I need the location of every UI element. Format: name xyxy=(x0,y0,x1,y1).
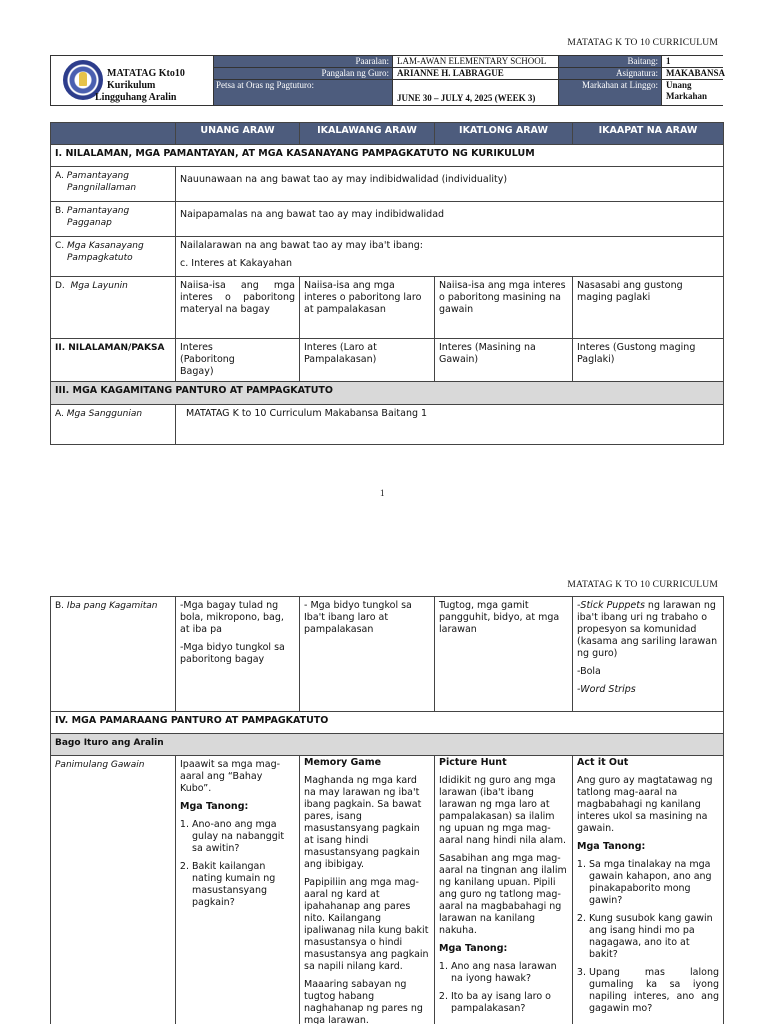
paksa-day2: Interes (Laro at Pampalakasan) xyxy=(300,339,435,382)
kagamitan-day4-item1: ng larawan ng iba't ibang uri ng trabaho o propesyon sa komunidad (kasama ang sariling larawan ng guro) xyxy=(577,600,718,659)
blank-header-cell xyxy=(51,123,176,145)
label-line1: Mga Sanggunian xyxy=(66,409,143,419)
panimula-day1-questions xyxy=(180,819,295,909)
logo-text xyxy=(95,68,185,104)
label-line2: Pagganap xyxy=(67,218,112,228)
asignatura-label: Asignatura: xyxy=(559,68,662,80)
logo-line1: MATATAG Kto10 xyxy=(107,68,185,79)
layunin-day3: Naiisa-isa ang mga interes o paboritong masining na gawain xyxy=(435,277,573,339)
day2-header: IKALAWANG ARAW xyxy=(300,123,435,145)
paksa-day4: Interes (Gustong maging Paglaki) xyxy=(573,339,724,382)
panimula-day4 xyxy=(573,756,724,1024)
label-line1: Mga Kasanayang xyxy=(67,241,144,251)
kagamitan-day1-item1: -Mga bagay tulad ng bola, mikropono, bag, at iba pa xyxy=(180,600,284,635)
day4-header: IKAAPAT NA ARAW xyxy=(573,123,724,145)
paaralan-value: LAM-AWAN ELEMENTARY SCHOOL xyxy=(393,56,559,68)
panimula-day3-questions xyxy=(439,961,568,1015)
list-item: 2. Kung susubok kang gawin ang isang hindi mo pa nagagawa, ano ito at bakit? xyxy=(589,913,719,961)
markahan-value: Unang Markahan xyxy=(662,80,723,105)
baitang-label: Baitang: xyxy=(559,56,662,68)
label-num: A. xyxy=(55,409,64,419)
stick-puppets-text: -Stick Puppets xyxy=(577,600,645,611)
curriculum-header-page2: MATATAG K TO 10 CURRICULUM xyxy=(567,580,718,590)
section-3-heading: III. MGA KAGAMITANG PANTURO AT PAMPAGKATUTO xyxy=(51,382,724,405)
list-item: 2. Ito ba ay isang laro o pampalakasan? xyxy=(451,991,568,1015)
label-line1: Mga Layunin xyxy=(70,281,128,291)
kagamitan-day4-item2: -Bola xyxy=(577,666,601,677)
act-it-out-title: Act it Out xyxy=(577,757,629,768)
label-num: A. xyxy=(55,171,64,181)
picture-hunt-title: Picture Hunt xyxy=(439,757,507,768)
panimula-day2-p3: Maaaring sabayan ng tugtog habang naghahanap ng pares ng mga larawan. xyxy=(304,979,423,1024)
label-line1: Pamantayang xyxy=(66,171,129,181)
guro-label: Pangalan ng Guro: xyxy=(214,68,393,80)
day1-header: UNANG ARAW xyxy=(176,123,300,145)
lesson-plan-table-page2 xyxy=(50,596,724,1024)
bago-ituro-heading: Bago Ituro ang Aralin xyxy=(51,734,724,756)
panimula-day1-intro: Ipaawit sa mga mag-aaral ang “Bahay Kubo”. xyxy=(180,759,281,794)
label-num: C. xyxy=(55,241,65,251)
mga-layunin-label xyxy=(51,277,176,339)
panimula-day2 xyxy=(300,756,435,1024)
pamantayang-pagganap-label xyxy=(51,202,176,237)
paaralan-label: Paaralan: xyxy=(214,56,393,68)
mga-tanong-heading: Mga Tanong: xyxy=(180,801,249,812)
lesson-info-header xyxy=(50,55,726,106)
guro-value: ARIANNE H. LABRAGUE xyxy=(393,68,559,80)
kasanayang-pampagkatuto-label xyxy=(51,237,176,277)
page-number: 1 xyxy=(380,488,385,498)
label-line1: Pamantayang xyxy=(66,206,130,216)
memory-game-title: Memory Game xyxy=(304,757,382,768)
mga-tanong-heading: Mga Tanong: xyxy=(577,841,646,852)
panimulang-gawain-label: Panimulang Gawain xyxy=(51,756,176,1024)
section-1-heading: I. NILALAMAN, MGA PAMANTAYAN, AT MGA KASANAYANG PAMPAGKATUTO NG KURIKULUM xyxy=(51,145,724,167)
list-item: 1. Ano ang nasa larawan na iyong hawak? xyxy=(451,961,568,985)
panimula-day3 xyxy=(435,756,573,1024)
list-item: 3. Upang mas lalong gumaling ka sa iyong napiling interes, ano ang gagawin mo? xyxy=(589,967,719,1015)
baitang-value: 1 xyxy=(662,56,723,68)
markahan-label: Markahan at Linggo: xyxy=(559,80,662,105)
layunin-day1: Naiisa-isa ang mga interes o paboritong materyal na bagay xyxy=(176,277,300,339)
iba-pang-kagamitan-label xyxy=(51,597,176,712)
label-line2: Pampagkatuto xyxy=(67,253,133,263)
panimula-day2-p1: Maghanda ng mga kard na may larawan ng iba't ibang pagkain. Sa bawat pares, isang masustansyang pagkain at isang hindi masustansyang pagkain ang ibibigay. xyxy=(304,775,422,870)
petsa-label: Petsa at Oras ng Pagtuturo: xyxy=(214,80,393,105)
nilalaman-paksa-label: II. NILALAMAN/PAKSA xyxy=(51,339,176,382)
list-item: 1. Ano-ano ang mga gulay na nabanggit sa awitin? xyxy=(192,819,295,855)
panimula-day3-p1: Ididikit ng guro ang mga larawan (iba't ibang larawan ng mga laro at pampalakasan) sa ilalim ng upuan ng mga mag-aaral nang hindi nila alam. xyxy=(439,775,567,846)
logo-cell xyxy=(51,56,214,105)
sanggunian-label xyxy=(51,405,176,445)
kagamitan-day1 xyxy=(176,597,300,712)
curriculum-header: MATATAG K TO 10 CURRICULUM xyxy=(567,38,718,48)
kagamitan-day2: - Mga bidyo tungkol sa Iba't ibang laro at pampalakasan xyxy=(300,597,435,712)
sanggunian-text: MATATAG K to 10 Curriculum Makabansa Baitang 1 xyxy=(176,405,724,445)
panimula-day4-questions xyxy=(577,859,719,1015)
lesson-plan-table-page1 xyxy=(50,122,724,445)
label-num: B. xyxy=(55,206,65,216)
list-item: 2. Bakit kailangan nating kumain ng masustansyang pagkain? xyxy=(192,861,295,909)
panimula-day4-p1: Ang guro ay magtatawag ng tatlong mag-aaral na magbabahagi ng kanilang interes ukol sa masining na gawain. xyxy=(577,775,713,834)
kagamitan-day3: Tugtog, mga gamit pangguhit, bidyo, at mga larawan xyxy=(435,597,573,712)
pamantayang-pangnilalaman-label xyxy=(51,167,176,202)
kagamitan-day4 xyxy=(573,597,724,712)
day3-header: IKATLONG ARAW xyxy=(435,123,573,145)
mga-tanong-heading: Mga Tanong: xyxy=(439,943,508,954)
logo-line2: Kurikulum xyxy=(107,80,156,91)
asignatura-value: MAKABANSA xyxy=(662,68,723,80)
panimula-day1 xyxy=(176,756,300,1024)
layunin-day4: Nasasabi ang gustong maging paglaki xyxy=(573,277,724,339)
kagamitan-day4-item3: -Word Strips xyxy=(577,684,636,695)
layunin-day2: Naiisa-isa ang mga interes o paboritong laro at pampalakasan xyxy=(300,277,435,339)
kagamitan-day1-item2: -Mga bidyo tungkol sa paboritong bagay xyxy=(180,642,285,665)
kasanayang-line2: c. Interes at Kakayahan xyxy=(180,258,293,269)
petsa-value: JUNE 30 – JULY 4, 2025 (WEEK 3) xyxy=(393,80,559,105)
panimula-day3-p2: Sasabihan ang mga mag-aaral na tingnan ang ilalim ng kanilang upuan. Pipili ang guro ng tatlong mag-aaral na magbabahagi ng larawan na kanilang nakuha. xyxy=(439,853,567,936)
section-4-heading: IV. MGA PAMARAANG PANTURO AT PAMPAGKATUTO xyxy=(51,712,724,734)
pamantayang-pagganap-text: Naipapamalas na ang bawat tao ay may indibidwalidad xyxy=(176,202,724,237)
kasanayang-line1: Nailalarawan na ang bawat tao ay may iba't ibang: xyxy=(180,240,423,251)
kasanayang-pampagkatuto-text xyxy=(176,237,724,277)
logo-line3: Lingguhang Aralin xyxy=(95,92,177,103)
panimula-day2-p2: Papipiliin ang mga mag- aaral ng kard at ipahahanap ang pares nito. Kailangang ipaliwanag nila kung bakit masustansya o hindi masustansya ang pagkain sa napili nilang kard. xyxy=(304,877,429,972)
paksa-day1: Interes (Paboritong Bagay) xyxy=(176,339,300,382)
label-num: B. xyxy=(55,601,65,611)
list-item: 1. Sa mga tinalakay na mga gawain kahapon, ano ang pinakapaborito mong gawin? xyxy=(589,859,719,907)
pamantayang-pangnilalaman-text: Nauunawaan na ang bawat tao ay may indibidwalidad (individuality) xyxy=(176,167,724,202)
label-num: D. xyxy=(55,281,65,291)
label-line2: Pangnilallaman xyxy=(67,183,137,193)
label-line1: Iba pang Kagamitan xyxy=(66,601,158,611)
paksa-day3: Interes (Masining na Gawain) xyxy=(435,339,573,382)
